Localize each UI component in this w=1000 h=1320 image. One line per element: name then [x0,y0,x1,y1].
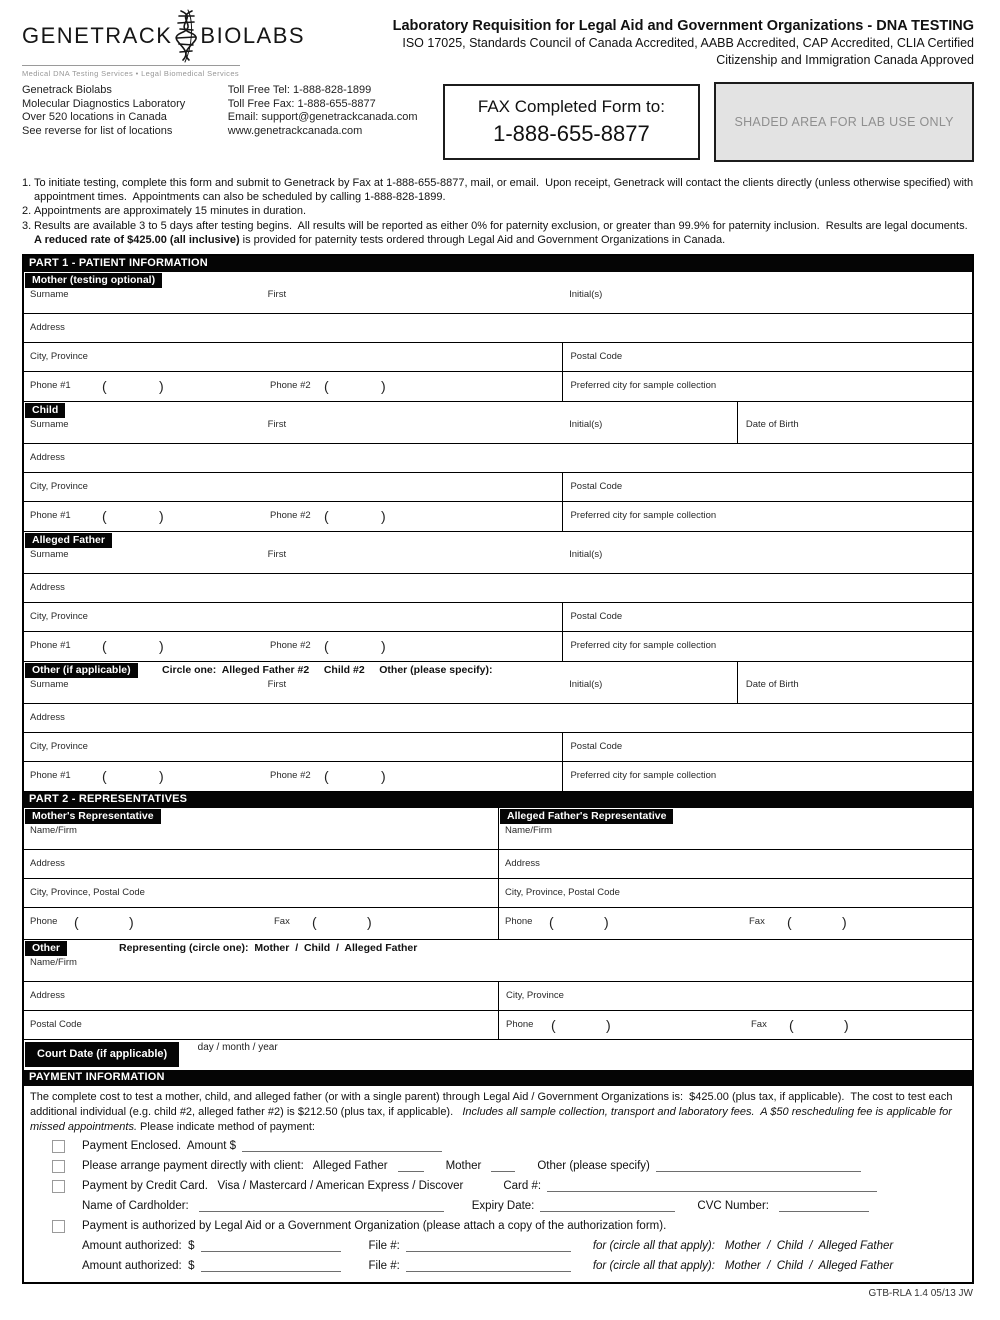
child-city-field[interactable] [24,473,562,501]
phone-label: Phone [505,916,533,928]
fax-label: Fax [751,1019,767,1031]
city-label: City, Province [30,611,88,623]
father-rep-name-row[interactable] [499,808,972,850]
name-firm-label: Name/Firm [30,825,77,837]
other-address-row[interactable] [24,704,972,733]
child-section-label: Child [25,403,65,418]
paren-open: ( [102,638,107,655]
paren-open: ( [789,1017,794,1034]
logo-word-genetrack: GENETRACK [22,23,173,48]
initials-label: Initial(s) [569,289,603,301]
address-label: Address [30,452,65,464]
amount-authorized-label: Amount authorized: $ [82,1240,195,1253]
first-label: First [267,679,287,691]
mother-phone-field[interactable] [24,372,562,401]
paren-close: ) [604,914,609,931]
phone-label: Phone [506,1019,534,1031]
instruction-3-text-bold: A reduced rate of $425.00 (all inclusive) [34,233,240,246]
preferred-city-label: Preferred city for sample collection [570,380,717,392]
other-rep-phone-field[interactable] [498,1011,972,1039]
phone2-label: Phone #2 [270,770,311,782]
logo-block [22,10,306,78]
instruction-3-number: 3. [22,219,32,232]
file-number-label: File #: [368,1240,400,1253]
arrange-payment-label: Please arrange payment directly with client: Alleged Father [82,1160,388,1173]
arrange-mother-label: Mother [445,1160,482,1173]
other-rep-postal-row [24,1011,972,1040]
surname-label: Surname [30,419,69,431]
amount-authorized-line-1 [82,1236,972,1256]
company-name: Genetrack Biolabs [22,84,112,96]
card-number-underline[interactable] [547,1180,877,1192]
father-postal-field[interactable] [562,603,972,631]
for-circle-label: for (circle all that apply): [592,1260,715,1273]
paren-close: ) [844,1017,849,1034]
payment-enclosed-checkbox[interactable] [52,1140,65,1153]
expiry-underline[interactable] [540,1200,675,1212]
surname-label: Surname [30,549,69,561]
child-dob-field[interactable] [737,402,972,443]
child-section [24,402,972,532]
address-label: Address [30,582,65,594]
file-number-underline[interactable] [406,1260,571,1272]
fax-box-label: FAX Completed Form to: [477,97,665,116]
paren-close: ) [381,508,386,525]
initials-label: Initial(s) [569,419,603,431]
other-phone-row [24,762,972,792]
support-email: Email: support@genetrackcanada.com [227,111,418,123]
cardholder-line [82,1196,972,1216]
representing-circle-text[interactable]: Representing (circle one): Mother / Child / Alleged Father [119,942,418,955]
payment-paragraph-fees-note: Includes all sample collection, transport and laboratory fees. A $50 rescheduling fee is applicable for missed appointments. [30,1105,955,1133]
paren-open: ( [102,378,107,395]
instruction-1-text: To initiate testing, complete this form and submit to Genetrack by Fax at 1-888-655-8877, mail, or email. Upon receipt, Genetrack will contact the clients directly (unless otherwise specified) with appointment times. Appointments can also be scheduled by calling 1-888-828-1899. [34,177,977,204]
child-city-row [24,473,972,502]
legal-aid-authorized-checkbox[interactable] [52,1220,65,1233]
logo-rule [22,65,240,66]
paren-open: ( [787,914,792,931]
arrange-payment-option [52,1156,972,1176]
fax-label: Fax [749,916,765,928]
form-box [22,254,974,1284]
paren-close: ) [381,378,386,395]
paren-open: ( [324,508,329,525]
paren-close: ) [159,638,164,655]
father-address-row[interactable] [24,574,972,603]
city-label: City, Province [30,741,88,753]
company-info [22,84,228,138]
dob-label: Date of Birth [745,419,799,431]
instruction-3 [22,219,974,247]
mother-section [24,272,972,402]
fax-label: Fax [274,916,290,928]
instruction-1-number: 1. [22,177,32,189]
other-specify-underline[interactable] [656,1160,861,1172]
other-postal-field[interactable] [562,733,972,761]
mother-address-row[interactable] [24,314,972,343]
amount-authorized-underline[interactable] [201,1260,341,1272]
paren-close: ) [367,914,372,931]
mother-preferred-city-field[interactable] [562,372,972,401]
file-number-label: File #: [368,1260,400,1273]
mother-rep-name-row[interactable] [24,808,498,850]
surname-label: Surname [30,289,69,301]
other-city-row [24,733,972,762]
logo-word-biolabs: BIOLABS [200,23,306,48]
mother-section-label: Mother (testing optional) [25,273,162,288]
court-date-row[interactable] [24,1040,972,1070]
mother-representative-column [24,808,498,939]
phone1-label: Phone #1 [30,380,71,392]
fax-instruction-box [443,84,701,160]
name-firm-label: Name/Firm [505,825,552,837]
other-patient-section [24,662,972,792]
other-dob-field[interactable] [737,662,972,703]
contact-row [22,84,974,162]
postal-label: Postal Code [570,741,623,753]
paren-open: ( [551,1017,556,1034]
father-section-label: Alleged Father [25,533,112,548]
amount-authorized-label: Amount authorized: $ [82,1260,195,1273]
paren-close: ) [159,768,164,785]
header [22,10,974,78]
paren-close: ) [381,768,386,785]
surname-label: Surname [30,679,69,691]
other-phone-field[interactable] [24,762,562,791]
other-circle-one-text[interactable]: Circle one: Alleged Father #2 Child #2 Other (please specify): [162,664,493,677]
mother-rep-phone-row[interactable] [24,908,498,939]
instruction-1 [22,176,977,204]
mother-rep-label: Mother's Representative [25,809,161,824]
legal-aid-authorized-label: Payment is authorized by Legal Aid or a Government Organization (please attach a copy of the authorization form). [82,1220,667,1233]
phone-label: Phone [30,916,58,928]
initials-label: Initial(s) [569,679,603,691]
file-number-underline[interactable] [406,1240,571,1252]
representatives-grid [24,808,972,940]
paren-open: ( [102,768,107,785]
amount-enclosed-underline[interactable] [242,1140,442,1152]
instructions [22,176,977,247]
first-label: First [267,549,287,561]
payment-header-bar: PAYMENT INFORMATION [24,1070,972,1086]
company-lab: Molecular Diagnostics Laboratory [22,97,186,110]
instruction-3-text-pre: Results are available 3 to 5 days after testing begins. All results will be reported as either 0% for paternity exclusion, or greater than 99.9% for paternity inclusion. Results are legal documents. [34,219,974,232]
other-section-label: Other (if applicable) [25,663,138,678]
other-name-row[interactable] [24,662,972,704]
paren-open: ( [74,914,79,931]
paren-close: ) [606,1017,611,1034]
mother-rep-address-row[interactable] [24,850,498,879]
preferred-city-label: Preferred city for sample collection [570,640,717,652]
instruction-2 [22,204,974,218]
other-rep-address-row [24,982,972,1011]
paren-close: ) [381,638,386,655]
credit-card-option [52,1176,972,1196]
preferred-city-label: Preferred city for sample collection [570,770,717,782]
paren-close: ) [159,378,164,395]
city-postal-label: City, Province, Postal Code [505,887,620,899]
logo [22,10,306,62]
postal-label: Postal Code [570,611,623,623]
amount-authorized-underline[interactable] [201,1240,341,1252]
father-preferred-city-field[interactable] [562,632,972,661]
paren-close: ) [842,914,847,931]
instruction-2-text: Appointments are approximately 15 minutes in duration. [34,205,307,218]
paren-close: ) [159,508,164,525]
other-rep-city-field[interactable] [498,982,972,1010]
instruction-2-number: 2. [22,205,32,218]
address-label: Address [30,990,65,1002]
other-preferred-city-field[interactable] [562,762,972,791]
expiry-label: Expiry Date: [471,1200,535,1213]
arrange-payment-checkbox[interactable] [52,1160,65,1173]
paren-open: ( [312,914,317,931]
postal-label: Postal Code [570,351,623,363]
payment-paragraph-method: Please indicate method of payment: [137,1120,315,1133]
name-firm-label: Name/Firm [30,957,77,969]
child-phone-field[interactable] [24,502,562,531]
cvc-label: CVC Number: [697,1200,769,1213]
payment-paragraph-main: The complete cost to test a mother, child, and alleged father (or with a single parent) through Legal Aid / Government Organizations is: $425.00 (plus tax, if applicable). The cost to test each additional individual (e.g. child #2, alleged father #2) is $212.50 (plus tax, if applicable). [30,1091,956,1118]
postal-label: Postal Code [570,481,623,493]
other-rep-label: Other [25,941,67,956]
credit-card-checkbox[interactable] [52,1180,65,1193]
mother-postal-field[interactable] [562,343,972,371]
instruction-3-text-post: is provided for paternity tests ordered through Legal Aid and Government Organizations in Canada. [239,233,726,246]
form-version-code: GTB-RLA 1.4 05/13 JW [868,1288,973,1300]
mother-name-row[interactable] [24,272,972,314]
page-title: Laboratory Requisition for Legal Aid and Government Organizations - DNA TESTING [392,18,974,34]
father-phone-field[interactable] [24,632,562,661]
father-rep-city-row[interactable] [499,879,972,908]
phone1-label: Phone #1 [30,510,71,522]
mother-rep-city-row[interactable] [24,879,498,908]
father-rep-label: Alleged Father's Representative [500,809,673,824]
other-rep-address-field[interactable] [24,982,498,1010]
credit-card-label: Payment by Credit Card. Visa / Mastercard / American Express / Discover [82,1180,464,1193]
other-representative-section [24,940,972,1040]
arrange-other-label: Other (please specify) [537,1160,650,1173]
cardholder-underline[interactable] [199,1200,444,1212]
mother-city-row [24,343,972,372]
father-rep-phone-row[interactable] [499,908,972,939]
father-rep-address-row[interactable] [499,850,972,879]
city-label: City, Province [506,990,564,1002]
website-url: www.genetrackcanada.com [227,124,363,137]
toll-free-fax: Toll Free Fax: 1-888-655-8877 [227,97,376,110]
instruction-3-text [34,219,974,247]
for-circle-options[interactable]: Mother / Child / Alleged Father [724,1240,894,1253]
contact-info [228,84,443,138]
cvc-underline[interactable] [779,1200,869,1212]
title-block [393,10,974,69]
legal-aid-authorized-option [52,1216,972,1236]
for-circle-options[interactable]: Mother / Child / Alleged Father [724,1260,894,1273]
logo-tagline: Medical DNA Testing Services • Legal Biomedical Services [22,69,240,78]
phone2-label: Phone #2 [270,640,311,652]
phone1-label: Phone #1 [30,770,71,782]
other-rep-name-row[interactable] [24,940,972,982]
preferred-city-label: Preferred city for sample collection [570,510,717,522]
court-date-format-hint: day / month / year [197,1042,278,1054]
other-city-field[interactable] [24,733,562,761]
payment-paragraph [24,1086,972,1136]
first-label: First [267,419,287,431]
paren-close: ) [129,914,134,931]
paren-open: ( [324,638,329,655]
cardholder-label: Name of Cardholder: [82,1200,189,1213]
other-rep-postal-field[interactable] [24,1011,498,1039]
child-name-row[interactable] [24,402,972,444]
accreditation-line: ISO 17025, Standards Council of Canada Accredited, AABB Accredited, CAP Accredited, CLIA Certified [402,36,974,50]
cic-approved-line: Citizenship and Immigration Canada Approved [716,53,974,67]
first-label: First [267,289,287,301]
for-circle-label: for (circle all that apply): [592,1240,715,1253]
address-label: Address [30,322,65,334]
father-representative-column [498,808,972,939]
part1-header-bar: PART 1 - PATIENT INFORMATION [24,256,972,272]
father-name-row[interactable] [24,532,972,574]
phone1-label: Phone #1 [30,640,71,652]
part2-header-bar: PART 2 - REPRESENTATIVES [24,792,972,808]
father-city-field[interactable] [24,603,562,631]
address-label: Address [30,858,65,870]
alleged-father-section [24,532,972,662]
mother-underline[interactable] [491,1160,515,1172]
child-preferred-city-field[interactable] [562,502,972,531]
fax-box-number: 1-888-655-8877 [493,121,650,146]
city-label: City, Province [30,481,88,493]
city-label: City, Province [30,351,88,363]
mother-city-field[interactable] [24,343,562,371]
dna-helix-icon [168,9,204,63]
child-phone-row [24,502,972,532]
address-label: Address [30,712,65,724]
paren-open: ( [549,914,554,931]
address-label: Address [505,858,540,870]
mother-phone-row [24,372,972,402]
paren-open: ( [324,768,329,785]
postal-label: Postal Code [30,1019,82,1031]
child-postal-field[interactable] [562,473,972,501]
toll-free-tel: Toll Free Tel: 1-888-828-1899 [227,84,372,96]
amount-authorized-line-2 [82,1256,972,1276]
father-phone-row [24,632,972,662]
city-postal-label: City, Province, Postal Code [30,887,145,899]
phone2-label: Phone #2 [270,380,311,392]
father-city-row [24,603,972,632]
lab-use-only-box: SHADED AREA FOR LAB USE ONLY [714,82,974,162]
court-date-label: Court Date (if applicable) [25,1042,179,1067]
child-address-row[interactable] [24,444,972,473]
alleged-father-underline[interactable] [398,1160,424,1172]
card-number-label: Card #: [503,1180,542,1193]
paren-open: ( [324,378,329,395]
paren-open: ( [102,508,107,525]
payment-enclosed-option [52,1136,972,1156]
payment-enclosed-label: Payment Enclosed. Amount $ [82,1140,237,1153]
company-reverse-note: See reverse for list of locations [22,124,173,137]
company-locations: Over 520 locations in Canada [22,111,167,123]
dob-label: Date of Birth [745,679,799,691]
phone2-label: Phone #2 [270,510,311,522]
initials-label: Initial(s) [569,549,603,561]
